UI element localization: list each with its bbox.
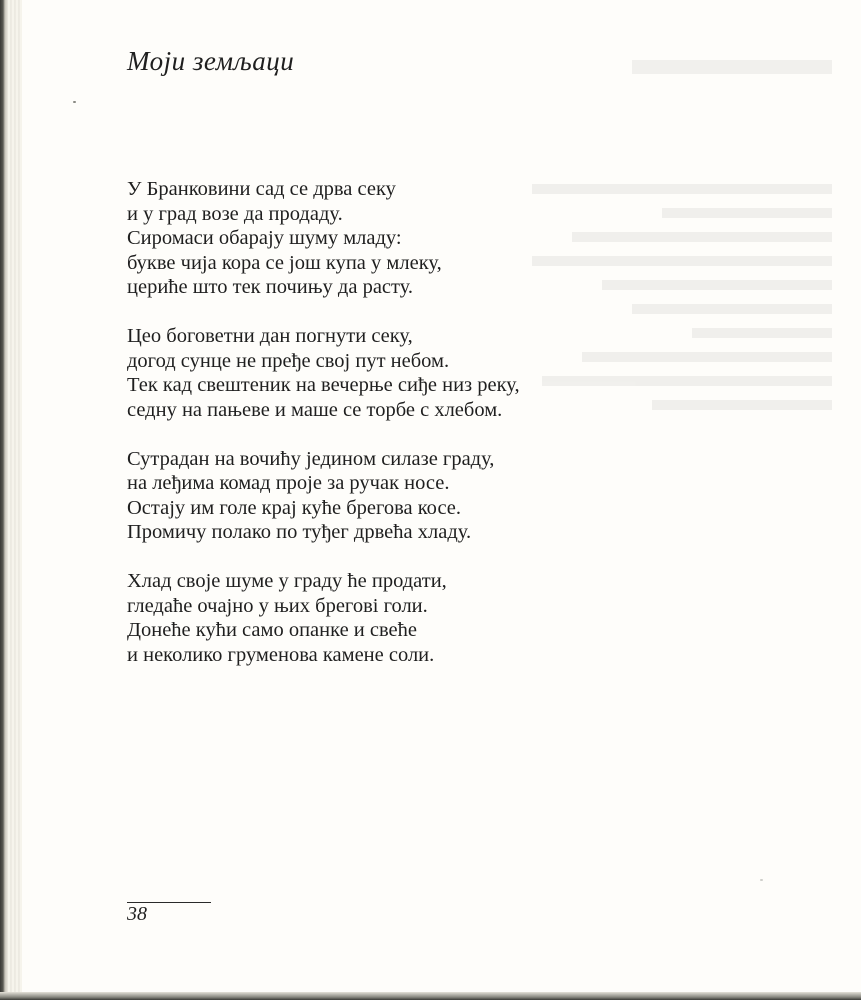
book-spine-edge <box>0 0 8 1000</box>
stanza <box>127 177 627 300</box>
poem-line: У Бранковини сад се дрва секу <box>127 178 396 200</box>
stanza <box>127 324 627 422</box>
poem-line: Промичу полако по туђег дрвећа хладу. <box>127 521 472 543</box>
poem-line: и неколико груменова камене соли. <box>127 643 435 666</box>
poem-line: Остају им голе крај куће брегова косе. <box>127 496 462 519</box>
poem-line: и у град возе да продаду. <box>127 202 343 225</box>
poem-body <box>127 177 627 692</box>
page-number: 38 <box>127 903 147 925</box>
poem-line: на леђима комад проје за ручак носе. <box>127 472 450 494</box>
poem-line: букве чија кора се још купа у млеку, <box>127 251 442 274</box>
poem-line: гледаће очајно у њих бреговi голи. <box>127 594 428 617</box>
paper-speck <box>73 101 76 103</box>
poem-line: Сутрадан на вочићу јединoм силазе граду, <box>127 447 495 470</box>
stanza <box>127 447 627 545</box>
poem-line: Тек кад свештеник на вечерње сиђе низ реку, <box>127 374 520 396</box>
poem-line: церићe што тек почињу да расту. <box>127 276 414 298</box>
page-stack-edge <box>8 0 22 1000</box>
poem-line: Донеће кући само опанке и свеће <box>127 619 418 641</box>
stanza <box>127 569 627 667</box>
poem-line: догод сунце не пређе свој пут небом. <box>127 349 450 372</box>
poem-line: Хлад своје шуме у граду ће продати, <box>127 570 447 592</box>
poem-line: седну на пањеве и маше се торбе с хлебом. <box>127 398 503 421</box>
paper-speck <box>760 879 763 881</box>
poem-line: Цео боговетни дан погнути секу, <box>127 325 413 347</box>
poem-title: Моји земљаци <box>127 46 295 76</box>
poem-line: Сиромаси обарају шуму младу: <box>127 227 402 249</box>
page-bottom-edge <box>0 992 861 1000</box>
